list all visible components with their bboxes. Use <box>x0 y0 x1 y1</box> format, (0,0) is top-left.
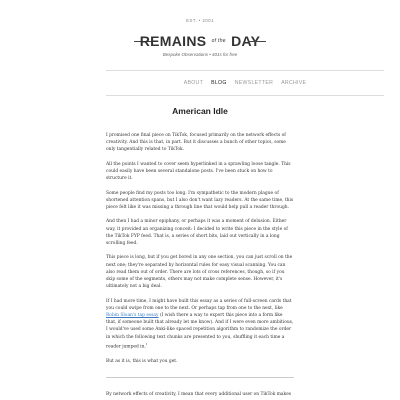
logo-rule-right <box>248 41 266 42</box>
masthead <box>0 0 400 62</box>
post-paragraph: By network effects of creativity, I mean that every additional user on TikTok makes <box>106 391 292 397</box>
post-paragraph: I promised one final piece on TikTok, focused primarily on the network effects of creativity. And this is that, in part. But it discusses a bunch of other topics, some only tangentially related to TikTok. <box>106 133 286 153</box>
post-paragraph: But as it is, this is what you get. <box>106 358 178 364</box>
blog-post <box>106 106 294 400</box>
section-divider <box>106 377 294 378</box>
post-paragraph: This piece is long, but if you get bored in any one section, you can just scroll on the next one; they're separated by horizontal rules for easy visual scanning. You can also read them out of order. There are lots of cross references, though, so if you skip some of the segments, others may not make complete sense. However, it's ultimately not a big deal. <box>106 255 293 290</box>
logo-word-of-the: of the <box>211 38 226 44</box>
footnote-ref[interactable]: 1 <box>145 341 148 346</box>
nav-item-blog[interactable]: BLOG <box>211 80 227 86</box>
post-paragraph: All the points I wanted to cover seem hyperlinked in a sprawling loose tangle. This could easily have been several standalone posts. I've been stuck on how to structure it. <box>106 161 291 182</box>
nav-item-about[interactable]: ABOUT <box>183 80 204 86</box>
logo-wordmark <box>0 33 400 49</box>
post-text: If I had more time, I might have built this essay as a series of full-screen cards that you could swipe from one to the next. Or perhaps tap from one to the next, like <box>106 298 292 311</box>
tap-essay-link[interactable]: Robin Sloan's tap essay <box>106 313 159 318</box>
post-paragraph: Some people find my posts too long. I'm sympathetic to the modern plague of shortened attention spans, but I also don't want lazy readers. At the same time, this piece felt like it was missing a through line that would help pull a reader through. <box>106 190 294 210</box>
site-tagline: Bespoke Observations • 401s for free <box>162 52 238 57</box>
post-title: American Idle <box>172 106 228 116</box>
established-label: EST. • 2001 <box>186 18 214 23</box>
post-text: (I wish there a way to export this piece into a form like that, if someone built that already let me know). And if I were even more ambitious, I would've used some Anki-like spaced repetition algorithm to randomize the order in which the following text chunks are presented to you, shuffling it each time a reader jumped in. <box>106 313 294 350</box>
logo-word-remains: REMAINS <box>139 33 207 49</box>
nav-item-newsletter[interactable]: NEWSLETTER <box>234 80 274 86</box>
post-paragraph <box>106 298 294 351</box>
main-nav <box>106 70 384 96</box>
site-logo[interactable] <box>0 28 400 62</box>
nav-item-archive[interactable]: ARCHIVE <box>281 80 307 86</box>
logo-word-day: DAY <box>231 33 261 49</box>
post-paragraph: And then I had a minor epiphany, or perhaps it was a moment of delusion. Either way, it provided an organizing conceit: I decided to write this piece in the style of the TikTok FYP feed. That is, a series of short bits, laid out vertically in a long scrolling feed. <box>106 219 288 246</box>
